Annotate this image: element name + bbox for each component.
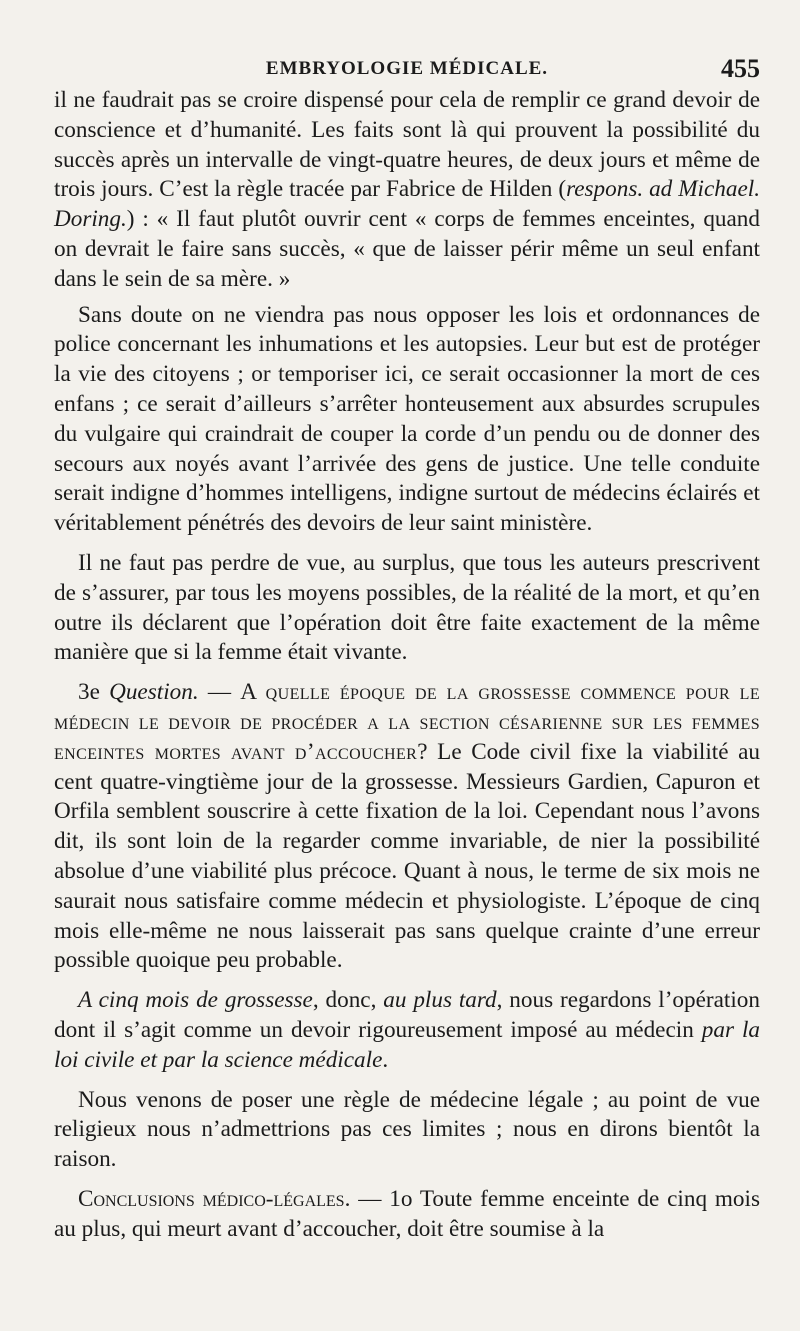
italic-phrase-3: par la loi civile et par la science médicale <box>54 1016 760 1073</box>
paragraph-5 <box>54 986 760 1075</box>
page-number: 455 <box>721 54 760 83</box>
question-heading: A quelle époque de la grossesse commence pour le médecin le devoir de procéder a la section césarienne sur les femmes enceintes mortes avant d’accoucher <box>54 679 760 765</box>
paragraph-6: Nous venons de poser une règle de médecine légale ; au point de vue religieux nous n’admettrions pas ces limites ; nous en dirons bientôt la raison. <box>54 1086 760 1173</box>
running-title: EMBRYOLOGIE MÉDICALE. <box>265 58 549 79</box>
paragraph-5-text-3: . <box>382 1046 389 1073</box>
conclusions-paragraph <box>54 1185 760 1245</box>
paragraph-1 <box>54 86 760 295</box>
italic-phrase-2: au plus tard <box>383 987 497 1014</box>
paragraph-3: Il ne faut pas perdre de vue, au surplus, que tous les auteurs prescrivent de s’assurer, par tous les moyens possibles, de la réalité de la mort, et qu’en outre ils déclarent que l’opération doit être faite exactement de la même manière que si la femme était vivante. <box>54 549 760 666</box>
paragraph-2: Sans doute on ne viendra pas nous opposer les lois et ordonnances de police concernant les inhumations et les autopsies. Leur but est de protéger la vie des citoyens ; or temporiser ici, ce serait occasionner la mort de ces enfans ; ce serait d’ailleurs s’arrêter honteusement aux absurdes scrupules du vulgaire qui craindrait de couper la corde d’un pendu ou de donner des secours aux noyés avant l’arrivée des gens de justice. Une telle conduite serait indigne d’hommes intelligens, indigne surtout de médecins éclairés et véritablement pénétrés des devoirs de leur saint ministère. <box>54 301 760 537</box>
conclusions-dash: — <box>350 1185 390 1212</box>
conclusions-text: 1o Toute femme enceinte de cinq mois au plus, qui meurt avant d’accoucher, doit être soumise à la <box>54 1185 760 1242</box>
italic-phrase-1: A cinq mois de grossesse <box>78 987 313 1014</box>
question-3-paragraph <box>54 678 760 976</box>
question-label: Question. <box>109 679 199 706</box>
citation-reference: respons. ad Michael. Doring. <box>54 176 760 233</box>
paragraph-5-text-1: , donc, <box>312 987 384 1014</box>
running-header <box>54 50 760 86</box>
paragraph-5-text-2: , nous regardons l’opération dont il s’agit comme un devoir rigoureusement imposé au médecin <box>54 987 760 1043</box>
question-dash: — <box>198 679 241 706</box>
paragraph-1-text-a: il ne faudrait pas se croire dispensé pour cela de remplir ce grand devoir de conscience et d’humanité. Les faits sont là qui prouvent la possibilité du succès après un intervalle de vingt-quatre heures, de deux jours et même de trois jours. C’est la règle tracée par Fabrice de Hilden ( <box>54 87 760 203</box>
paragraph-1-text-b: ) : « Il faut plutôt ouvrir cent « corps de femmes enceintes, quand on devrait le faire sans succès, « que de laisser périr même un seul enfant dans le sein de sa mère. » <box>54 206 760 292</box>
question-body: ? Le Code civil fixe la viabilité au cent quatre-vingtième jour de la grossesse. Messieurs Gardien, Capuron et Orfila semblent souscrire à cette fixation de la loi. Cependant nous l’avons dit, ils sont loin de la regarder comme invariable, de nier la possibilité absolue d’une viabilité plus précoce. Quant à nous, le terme de six mois ne saurait nous satisfaire comme médecin et physiologiste. L’époque de cinq mois elle-même ne nous laisserait pas sans quelque crainte d’une erreur possible quoique peu probable. <box>54 738 760 974</box>
conclusions-heading: Conclusions médico-légales. <box>78 1185 351 1212</box>
question-number: 3e <box>78 679 100 706</box>
